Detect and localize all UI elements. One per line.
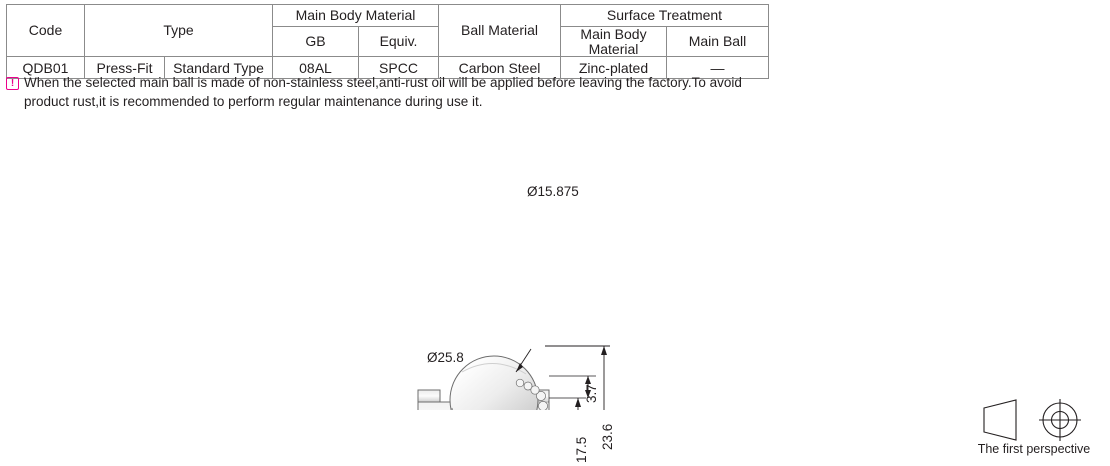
cell-surface-ball: —	[667, 57, 769, 79]
cell-surface-body: Zinc-plated	[561, 57, 667, 79]
dimension-height-total: 23.6	[600, 423, 615, 450]
dimension-height-top: 3.7	[584, 384, 599, 403]
note-block	[6, 74, 766, 111]
header-code: Code	[7, 5, 85, 57]
warning-icon: !	[6, 77, 19, 90]
header-surface-main-body-material: Main Body Material	[561, 27, 667, 57]
projection-symbol	[968, 398, 1100, 462]
projection-symbol-svg	[968, 398, 1100, 442]
projection-caption: The first perspective	[977, 442, 1091, 456]
cell-equiv: SPCC	[359, 57, 439, 79]
cell-type-fit: Press-Fit	[85, 57, 165, 79]
header-main-body-material: Main Body Material	[273, 5, 439, 27]
dimension-ball-diameter: Ø15.875	[527, 184, 579, 199]
header-surface-main-ball: Main Ball	[667, 27, 769, 57]
header-type: Type	[85, 5, 273, 57]
header-gb: GB	[273, 27, 359, 57]
cell-code: QDB01	[7, 57, 85, 79]
cell-type-standard: Standard Type	[165, 57, 273, 79]
cell-ball-material: Carbon Steel	[439, 57, 561, 79]
header-ball-material: Ball Material	[439, 5, 561, 57]
table-header-row-1	[7, 5, 769, 27]
dimension-height-body: 17.5	[574, 436, 589, 463]
header-surface-treatment: Surface Treatment	[561, 5, 769, 27]
specification-table	[6, 4, 769, 79]
cell-gb: 08AL	[273, 57, 359, 79]
note-text: When the selected main ball is made of non-stainless steel,anti-rust oil will be applied before leaving the factory.To avoid product rust,it is recommended to perform regular maintenance during use it.	[24, 75, 742, 109]
header-equiv: Equiv.	[359, 27, 439, 57]
dimension-body-diameter: Ø25.8	[427, 350, 464, 365]
